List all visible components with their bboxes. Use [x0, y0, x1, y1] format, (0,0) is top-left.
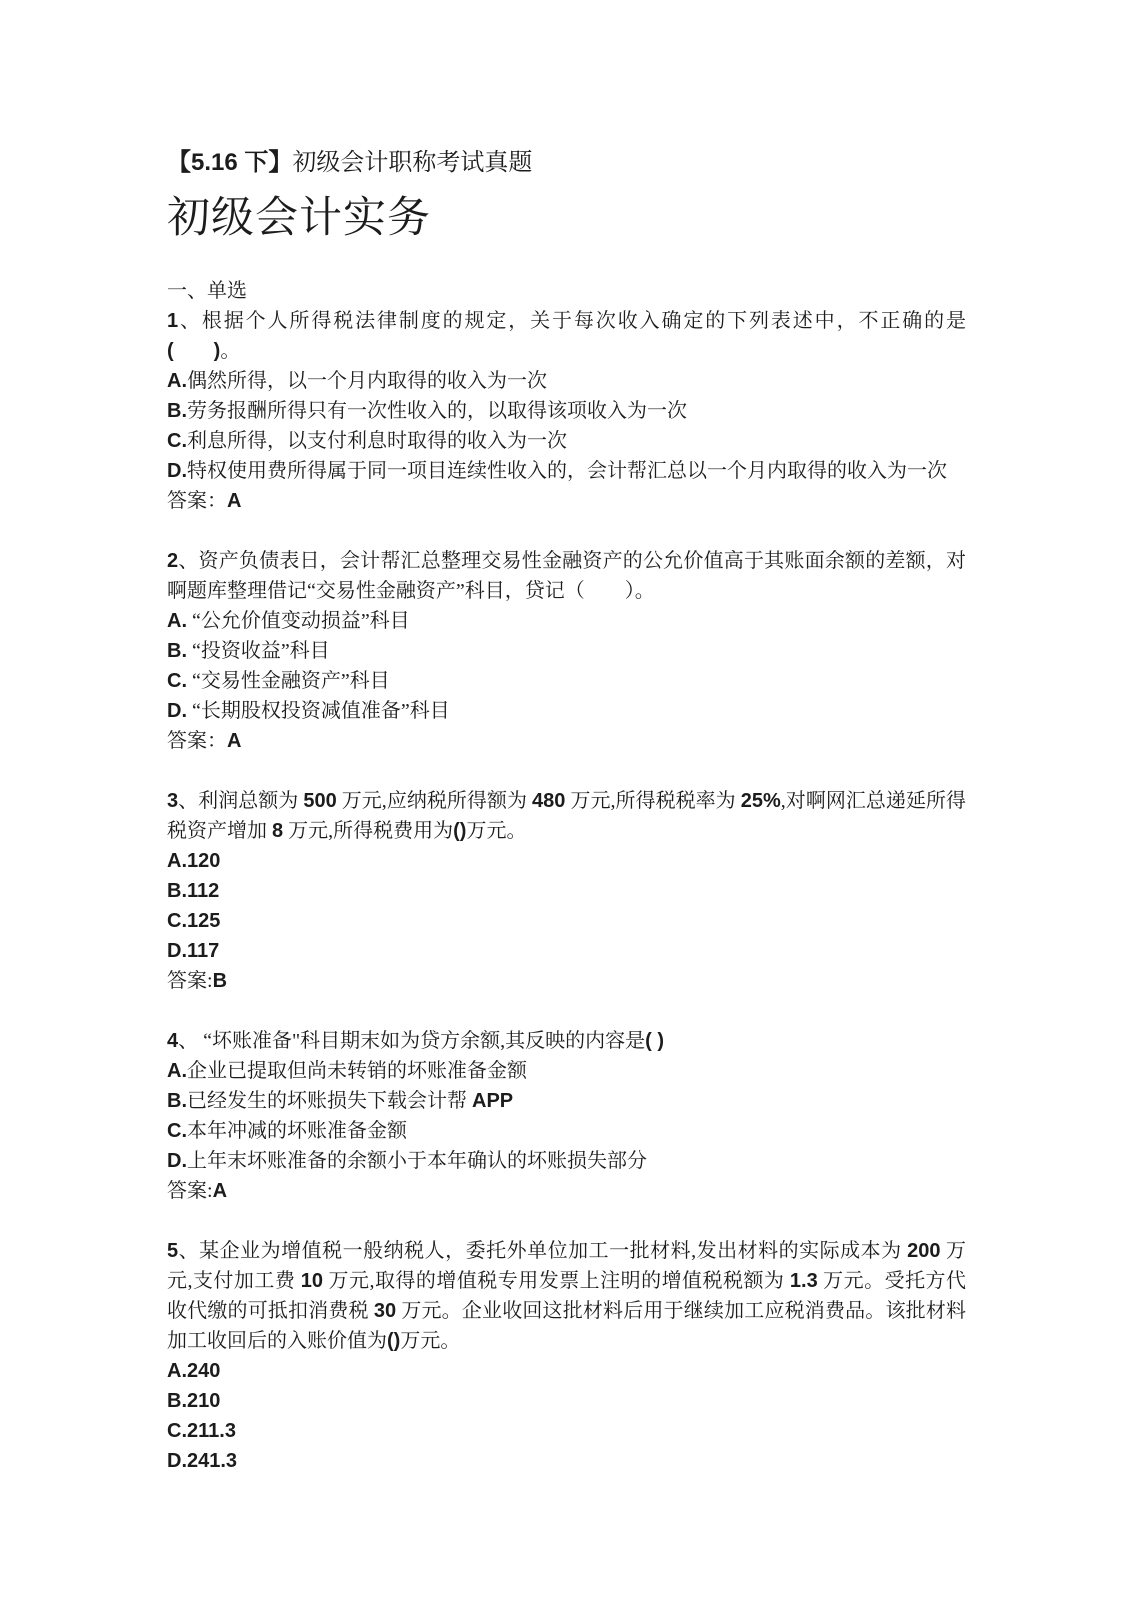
question-3-answer: 答案:B: [167, 970, 228, 992]
question-3-stem: 3、利润总额为 500 万元,应纳税所得额为 480 万元,所得税税率为 25%,对啊网汇总递延所得税资产增加 8 万元,所得税费用为()万元。: [167, 790, 967, 842]
question-2-option-d: D. “长期股权投资减值准备”科目: [167, 700, 450, 722]
question-1-stem: 1、根据个人所得税法律制度的规定，关于每次收入确定的下列表述中，不正确的是( )。: [167, 310, 966, 362]
question-4-option-d: D.上年末坏账准备的余额小于本年确认的坏账损失部分: [167, 1150, 647, 1172]
document-header: 【5.16 下】初级会计职称考试真题: [167, 149, 533, 176]
document-title: 初级会计实务: [167, 195, 431, 242]
question-4-option-a: A.企业已提取但尚未转销的坏账准备金额: [167, 1060, 527, 1082]
question-1-option-a: A.偶然所得，以一个月内取得的收入为一次: [167, 370, 547, 392]
question-5-option-c: C.211.3: [167, 1420, 236, 1442]
question-1-option-c: C.利息所得，以支付利息时取得的收入为一次: [167, 430, 567, 452]
question-2-option-b: B. “投资收益”科目: [167, 640, 330, 662]
question-4: [167, 1026, 966, 1206]
question-2-answer: 答案：A: [167, 730, 242, 752]
question-4-option-c: C.本年冲减的坏账准备金额: [167, 1120, 407, 1142]
question-3-option-d: D.117: [167, 940, 220, 962]
question-4-answer: 答案:A: [167, 1180, 228, 1202]
question-3-option-b: B.112: [167, 880, 220, 902]
question-5-option-b: B.210: [167, 1390, 221, 1412]
question-1: [167, 306, 966, 516]
question-1-answer: 答案：A: [167, 490, 242, 512]
question-5-option-a: A.240: [167, 1360, 221, 1382]
question-5-option-d: D.241.3: [167, 1450, 238, 1472]
question-4-stem: 4、 “坏账准备"科目期末如为贷方余额,其反映的内容是( ): [167, 1030, 665, 1052]
question-3: [167, 786, 966, 996]
question-2-stem: 2、资产负债表日，会计帮汇总整理交易性金融资产的公允价值高于其账面余额的差额，对啊题库整理借记“交易性金融资产”科目，贷记（ ）。: [167, 550, 966, 602]
question-2: [167, 546, 966, 756]
question-3-option-a: A.120: [167, 850, 221, 872]
section-heading: 一、单选: [167, 280, 247, 302]
question-5: [167, 1236, 966, 1476]
question-2-option-a: A. “公允价值变动损益”科目: [167, 610, 410, 632]
question-3-option-c: C.125: [167, 910, 221, 932]
question-1-option-b: B.劳务报酬所得只有一次性收入的，以取得该项收入为一次: [167, 400, 687, 422]
question-5-stem: 5、某企业为增值税一般纳税人，委托外单位加工一批材料,发出材料的实际成本为 200 万元,支付加工费 10 万元,取得的增值税专用发票上注明的增值税税额为 1.3 万元。受托方代收代缴的可抵扣消费税 30 万元。企业收回这批材料后用于继续加工应税消费品。该批材料加工收回后的入账价值为()万元。: [167, 1240, 967, 1352]
question-1-option-d: D.特权使用费所得属于同一项目连续性收入的，会计帮汇总以一个月内取得的收入为一次: [167, 460, 947, 482]
question-2-option-c: C. “交易性金融资产”科目: [167, 670, 390, 692]
question-4-option-b: B.已经发生的坏账损失下载会计帮 APP: [167, 1090, 514, 1112]
